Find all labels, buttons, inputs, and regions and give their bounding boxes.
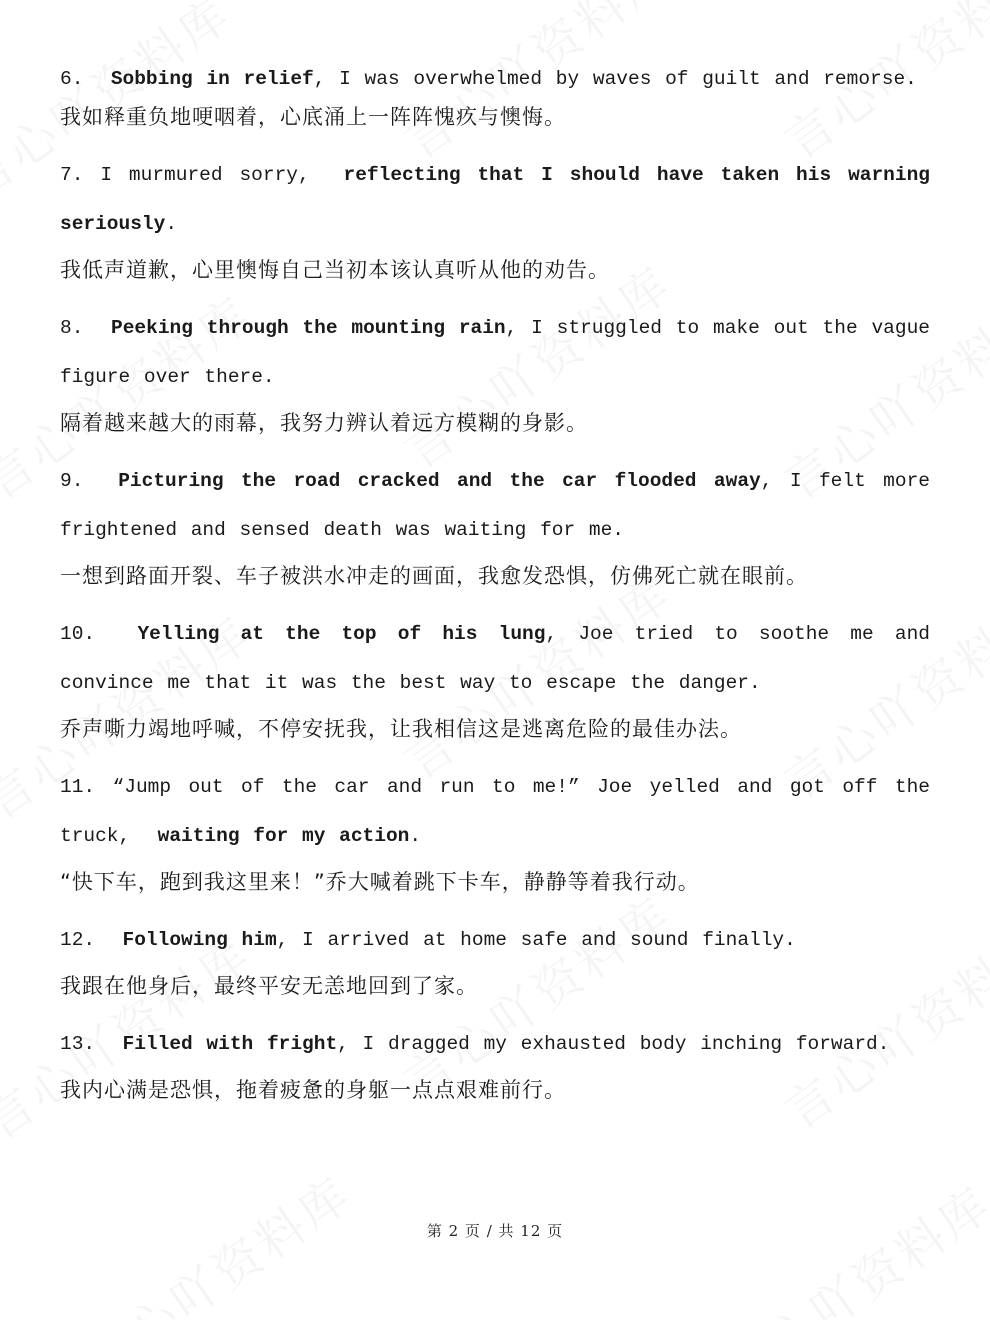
sentence-rest: , I dragged my exhausted body inching forward.: [337, 1033, 890, 1055]
item-number: 8.: [60, 317, 84, 339]
highlighted-phrase: Yelling at the top of his lung: [137, 623, 546, 645]
sentence-rest: .: [165, 213, 178, 235]
chinese-translation: 我内心满是恐惧，拖着疲惫的身躯一点点艰难前行。: [60, 1078, 566, 1102]
sentence-list: [60, 55, 930, 1104]
item-number: 13.: [60, 1033, 96, 1055]
english-sentence: [60, 304, 930, 402]
highlighted-phrase: Sobbing in relief: [110, 68, 314, 90]
sentence-rest: , I felt more frightened and sensed death was waiting for me.: [60, 470, 930, 541]
item-number: 10.: [60, 623, 96, 645]
english-sentence: [60, 55, 930, 104]
chinese-translation: 乔声嘶力竭地呼喊，不停安抚我，让我相信这是逃离危险的最佳办法。: [60, 717, 742, 741]
sentence-rest: , I arrived at home safe and sound finally.: [276, 929, 796, 951]
sentence-rest: , I was overwhelmed by waves of guilt and remorse.: [313, 68, 917, 90]
english-sentence: [60, 763, 930, 861]
list-item: [60, 55, 930, 131]
sentence-lead: “Jump out of the car and run to me!” Joe yelled and got off the truck,: [60, 776, 930, 847]
watermark: [708, 1167, 990, 1320]
highlighted-phrase: reflecting that I should have taken his warning seriously: [60, 164, 930, 235]
highlighted-phrase: Picturing the road cracked and the car flooded away: [118, 470, 761, 492]
highlighted-phrase: Filled with fright: [122, 1033, 338, 1055]
list-item: [60, 610, 930, 743]
highlighted-phrase: Peeking through the mounting rain: [111, 317, 506, 339]
item-number: 7.: [60, 164, 84, 186]
page-footer: [0, 1220, 990, 1241]
english-sentence: [60, 151, 930, 249]
list-item: [60, 457, 930, 590]
english-sentence: [60, 916, 930, 965]
item-number: 11.: [60, 776, 96, 798]
item-number: 12.: [60, 929, 96, 951]
sentence-rest: .: [409, 825, 422, 847]
english-sentence: [60, 457, 930, 555]
item-number: 6.: [60, 68, 84, 90]
sentence-rest: , I struggled to make out the vague figure over there.: [60, 317, 930, 388]
chinese-translation: 我低声道歉，心里懊悔自己当初本该认真听从他的劝告。: [60, 258, 610, 282]
chinese-translation: 我跟在他身后，最终平安无恙地回到了家。: [60, 974, 478, 998]
english-sentence: [60, 610, 930, 708]
list-item: [60, 304, 930, 437]
page-number: 第 2 页 / 共 12 页: [426, 1222, 564, 1240]
sentence-rest: , Joe tried to soothe me and convince me that it was the best way to escape the danger.: [60, 623, 931, 694]
chinese-translation: 我如释重负地哽咽着，心底涌上一阵阵愧疚与懊悔。: [60, 105, 566, 129]
chinese-translation: 一想到路面开裂、车子被洪水冲走的画面，我愈发恐惧，仿佛死亡就在眼前。: [60, 564, 808, 588]
highlighted-phrase: Following him: [122, 929, 277, 951]
list-item: [60, 151, 930, 284]
highlighted-phrase: waiting for my action: [157, 825, 410, 847]
item-number: 9.: [60, 470, 84, 492]
sentence-lead: I murmured sorry,: [83, 164, 327, 186]
list-item: [60, 1020, 930, 1104]
english-sentence: [60, 1020, 930, 1069]
chinese-translation: “快下车，跑到我这里来！”乔大喊着跳下卡车，静静等着我行动。: [60, 870, 700, 894]
list-item: [60, 763, 930, 896]
chinese-translation: 隔着越来越大的雨幕，我努力辨认着远方模糊的身影。: [60, 411, 588, 435]
list-item: [60, 916, 930, 1000]
